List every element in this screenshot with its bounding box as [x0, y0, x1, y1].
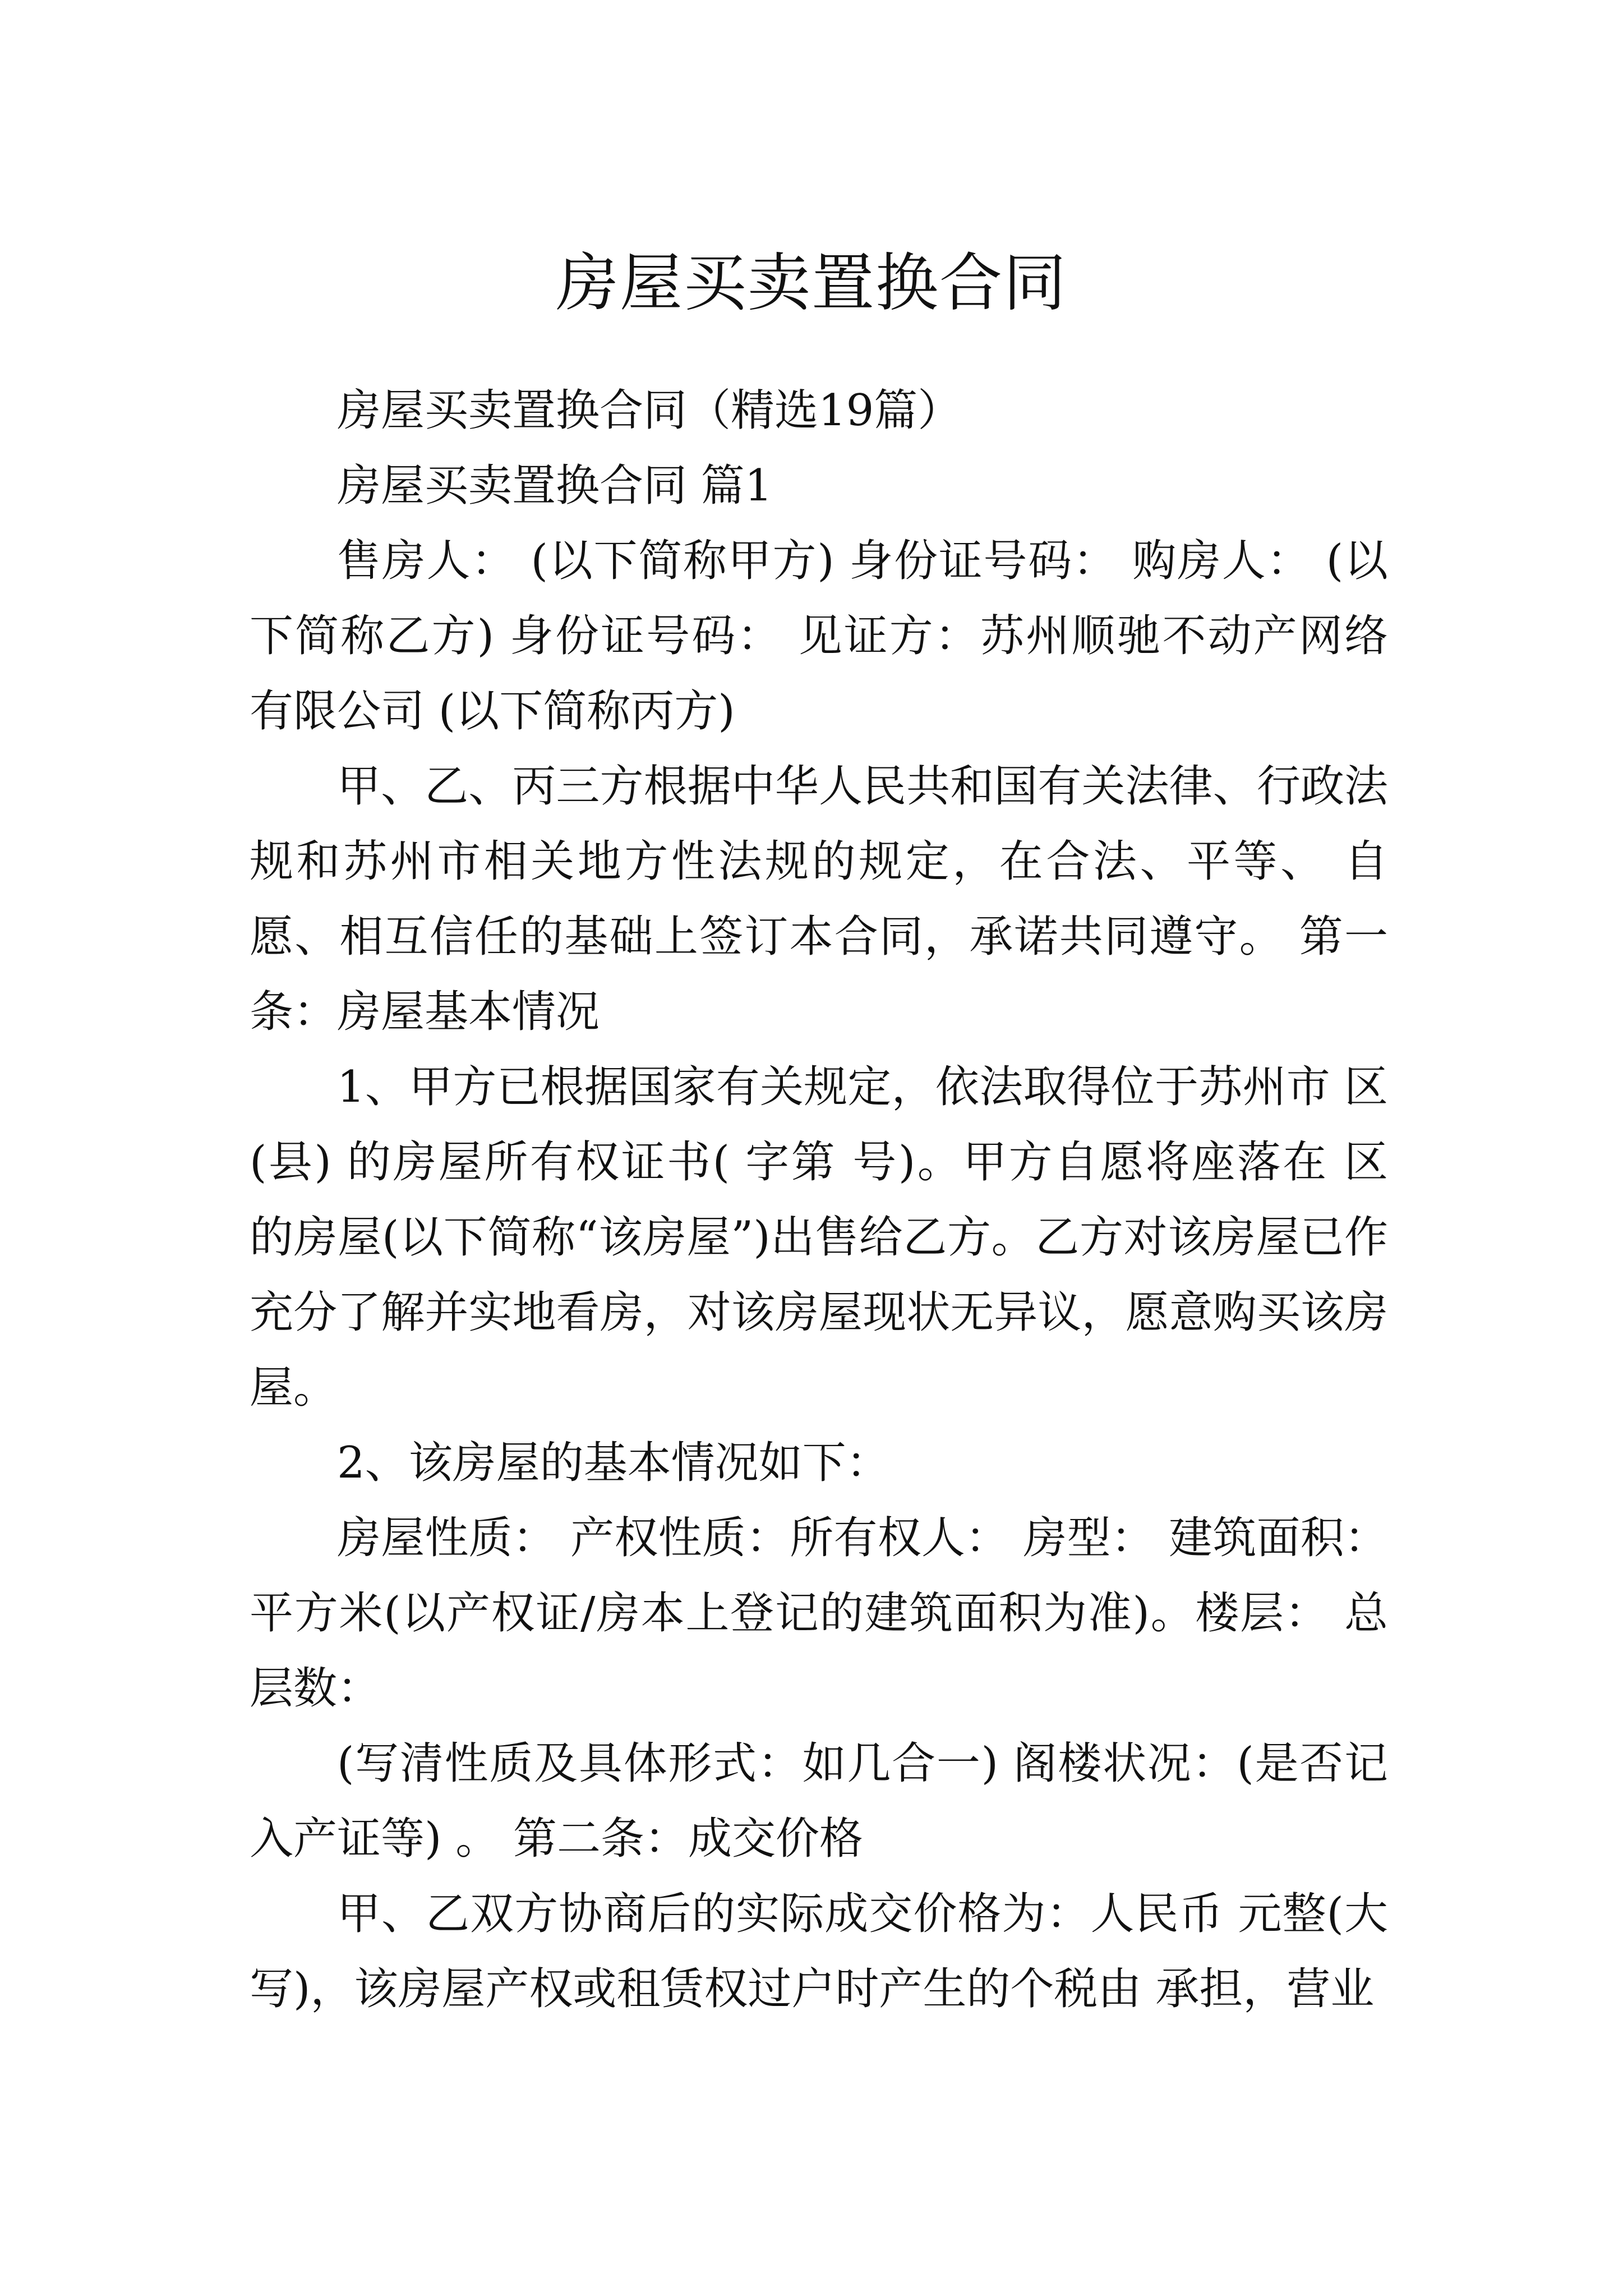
paragraph-parties: 售房人： (以下简称甲方) 身份证号码： 购房人： (以下简称乙方) 身份证号码： 见证方：苏州顺驰不动产网络有限公司 (以下简称丙方): [250, 536, 1388, 737]
paragraph-attic-status: (写清性质及具体形式：如几合一) 阁楼状况：(是否记入产证等) 。 第二条：成交价格: [250, 1738, 1388, 1864]
paragraph-house-details: 房屋性质： 产权性质：所有权人： 房型： 建筑面积：平方米(以产权证/房本上登记的建筑面积为准)。楼层： 总层数：: [250, 1513, 1388, 1714]
paragraph-section-heading: 房屋买卖置换合同 篇1: [337, 461, 773, 511]
paragraph-collection-title: 房屋买卖置换合同（精选19篇）: [337, 385, 962, 436]
document-body: [250, 373, 1388, 2027]
paragraph-price: 甲、乙双方协商后的实际成交价格为：人民币 元整(大写)，该房屋产权或租赁权过户时产生的个税由 承担，营业: [250, 1889, 1388, 2014]
document-title: 房屋买卖置换合同: [556, 247, 1067, 320]
paragraph-clause-1-1: 1、甲方已根据国家有关规定，依法取得位于苏州市 区(县) 的房屋所有权证书( 字第 号)。甲方自愿将座落在 区 的房屋(以下简称“该房屋”)出售给乙方。乙方对该房屋已作充分了解并实地看房，对该房屋现状无异议，愿意购买该房屋。: [250, 1062, 1388, 1413]
paragraph-preamble: 甲、乙、丙三方根据中华人民共和国有关法律、行政法规和苏州市相关地方性法规的规定，在合法、平等、 自愿、相互信任的基础上签订本合同，承诺共同遵守。 第一条：房屋基本情况: [250, 761, 1388, 1037]
paragraph-clause-1-2: 2、该房屋的基本情况如下：: [337, 1438, 890, 1488]
